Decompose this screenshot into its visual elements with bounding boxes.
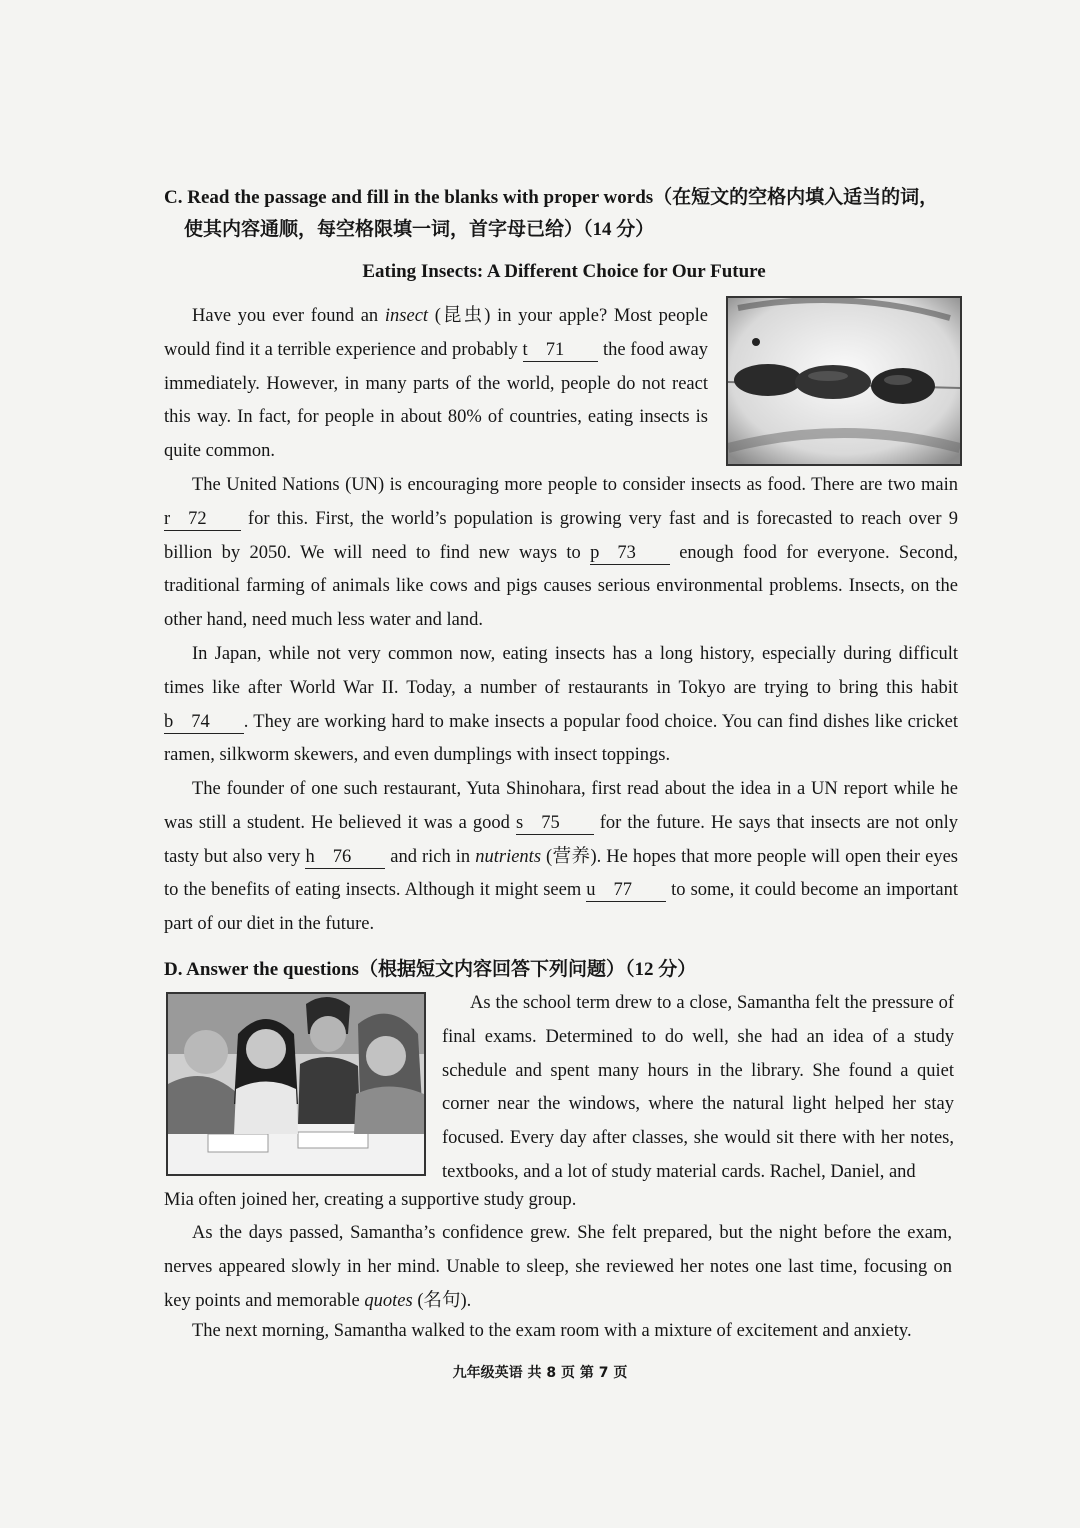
word-nutrients: nutrients <box>475 846 542 867</box>
passage-d-paragraph-1-tail <box>164 1184 958 1218</box>
text-span: for this. First, the world’s population is growing very fast and is forecasted to reach over 9 billion by 2050. We will need to find new ways to <box>164 508 958 563</box>
blank-letter: r <box>164 508 171 529</box>
blank-73[interactable] <box>590 542 670 565</box>
blank-72[interactable] <box>164 508 241 531</box>
blank-number: 71 <box>545 339 565 360</box>
passage-c-paragraph-3 <box>164 638 958 773</box>
blank-letter: u <box>586 880 596 901</box>
passage-d-paragraph-3 <box>164 1315 964 1349</box>
word-insect: insect <box>384 306 429 326</box>
blank-71[interactable] <box>523 339 599 362</box>
section-d-heading <box>164 954 964 986</box>
text-span: . They are working hard to make insects a popular food choice. You can find dishes like cricket ramen, silkworm skewers, and even dumplings with insect toppings. <box>164 711 958 766</box>
section-d-heading-cn: （根据短文内容回答下列问题）（12 分） <box>358 959 697 980</box>
passage-d-paragraph-2 <box>164 1217 952 1318</box>
students-studying-icon <box>168 994 424 1174</box>
blank-number: 76 <box>332 846 352 867</box>
passage-title: Eating Insects: A Different Choice for Our Future <box>362 261 766 282</box>
page-footer: 九年级英语 共 8 页 第 7 页 <box>452 1365 628 1381</box>
text-span: the food away immediately. However, in many parts of the world, people do not react this way. In fact, for people in about 80% of countries, eating insects is quite common. <box>164 339 708 462</box>
silkworm-skewer-icon <box>728 298 960 464</box>
text-span: Mia often joined her, creating a supportive study group. <box>164 1190 577 1210</box>
passage-c-paragraph-2 <box>164 469 958 638</box>
text-span: The founder of one such restaurant, Yuta Shinohara, first read about the idea in a UN report while he was still a student. He believed it was a good <box>164 779 958 833</box>
text-span: (昆虫) in your apple? Most people would find it a terrible experience and probably <box>164 306 708 360</box>
blank-letter: s <box>516 812 524 833</box>
blank-letter: p <box>590 542 600 563</box>
text-span: The next morning, Samantha walked to the exam room with a mixture of excitement and anxiety. <box>192 1321 912 1341</box>
blank-75[interactable] <box>516 812 594 835</box>
section-c-heading-en: C. Read the passage and fill in the blanks with proper words <box>164 187 654 208</box>
section-c-heading-cn-2: 使其内容通顺，每空格限填一词，首字母已给）（14 分） <box>184 219 655 240</box>
text-span: and rich in <box>385 846 476 867</box>
text-span: for the future. He says that insects are not only tasty but also very <box>164 812 958 867</box>
text-span: The United Nations (UN) is encouraging more people to consider insects as food. There are two main <box>192 475 958 495</box>
text-span: enough food for everyone. Second, traditional farming of animals like cows and pigs causes serious environmental problems. Insects, on the other hand, need much less water and land. <box>164 542 959 631</box>
section-c-heading <box>164 182 964 246</box>
word-quotes: quotes <box>364 1290 413 1311</box>
blank-77[interactable] <box>586 879 666 902</box>
text-span: to some, it could become an important part of our diet in the future. <box>164 880 958 935</box>
section-d-heading-en: D. Answer the questions <box>164 959 359 980</box>
text-span: (营养). He hopes that more people will open their eyes to the benefits of eating insects. Although it might seem <box>164 846 958 901</box>
text-span: As the days passed, Samantha’s confidence grew. She felt prepared, but the night before the exam, nerves appeared slowly in her mind. Unable to sleep, she reviewed her notes one last time, focusing on key points and memorable <box>164 1223 952 1311</box>
blank-letter: h <box>305 846 315 867</box>
text-span: (名句). <box>412 1290 472 1311</box>
blank-76[interactable] <box>305 846 385 869</box>
blank-number: 74 <box>191 711 210 732</box>
passage-d-paragraph-1 <box>442 987 954 1190</box>
text-span: Have you ever found an <box>192 306 385 326</box>
text-span: In Japan, while not very common now, eating insects has a long history, especially during difficult times like after World War II. Today, a number of restaurants in Tokyo are trying to bring this habit <box>164 644 958 698</box>
blank-letter: b <box>164 711 174 732</box>
insect-skewer-image <box>726 296 962 466</box>
blank-number: 73 <box>617 542 636 563</box>
section-c-heading-cn-1: （在短文的空格内填入适当的词， <box>653 187 939 208</box>
blank-number: 77 <box>613 880 633 901</box>
study-group-image <box>166 992 426 1176</box>
blank-74[interactable] <box>164 711 244 734</box>
text-span: As the school term drew to a close, Samantha felt the pressure of final exams. Determined to do well, she had an idea of a study schedule and spent many hours in the library. She found a quiet corner near the windows, where the natural light helped her stay focused. Every day after classes, she would sit there with her notes, textbooks, and a lot of study material cards. Rachel, Daniel, and <box>442 993 954 1182</box>
blank-number: 75 <box>541 812 560 833</box>
passage-c-paragraph-4 <box>164 773 958 942</box>
blank-number: 72 <box>188 508 207 529</box>
blank-letter: t <box>522 339 528 360</box>
passage-c-paragraph-1 <box>164 300 708 469</box>
